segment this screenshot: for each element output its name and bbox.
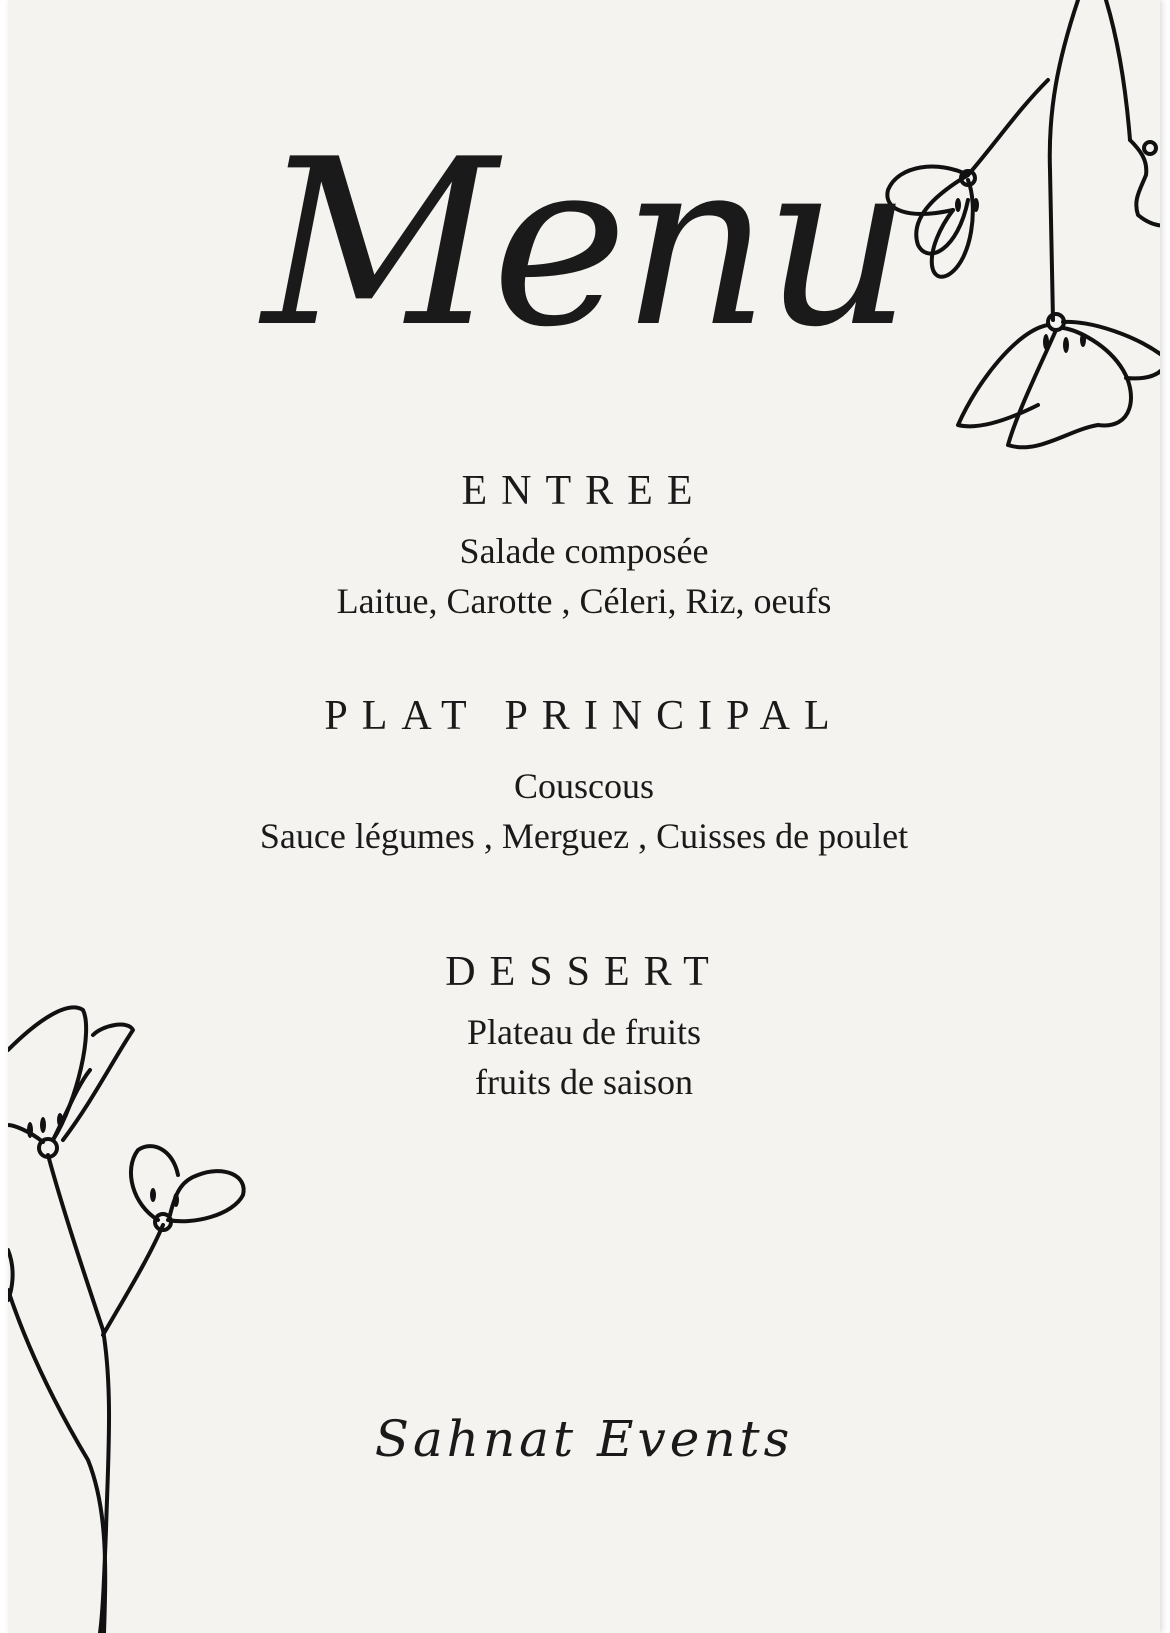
entree-dish-name: Salade composée <box>459 531 709 571</box>
dessert-dish-description: fruits de saison <box>475 1062 693 1102</box>
menu-card <box>8 0 1160 1633</box>
section-heading-plat-principal: PLAT PRINCIPAL <box>324 693 844 739</box>
section-heading-dessert: DESSERT <box>445 949 723 995</box>
dessert-dish-name: Plateau de fruits <box>467 1012 701 1052</box>
section-heading-entree: ENTREE <box>461 468 707 514</box>
main-dish-description: Sauce légumes , Merguez , Cuisses de poulet <box>259 816 909 856</box>
main-dish-name: Couscous <box>513 766 654 806</box>
menu-title: Menu <box>262 111 906 378</box>
entree-dish-description: Laitue, Carotte , Céleri, Riz, oeufs <box>336 581 832 621</box>
caterer-signature: Sahnat Events <box>374 1410 794 1468</box>
